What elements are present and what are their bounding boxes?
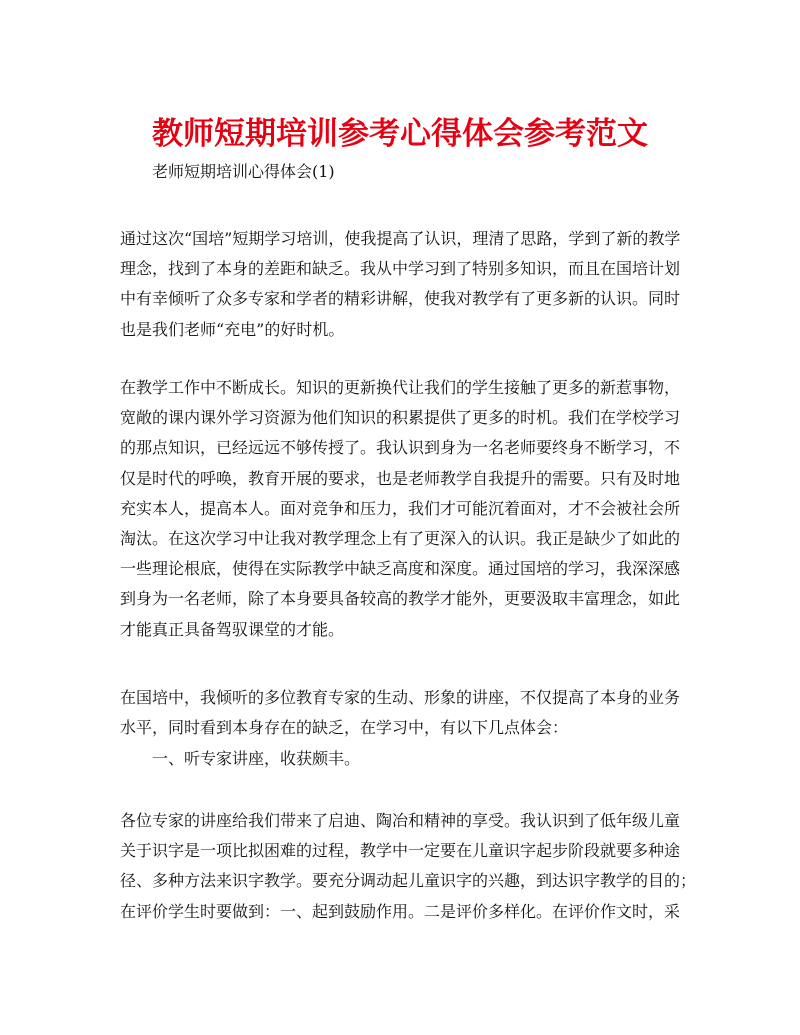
paragraph-line: 也是我们老师“充电”的好时机。 — [120, 319, 345, 339]
section-heading: 一、听专家讲座，收获颇丰。 — [152, 749, 361, 768]
paragraph-line: 在评价学生时要做到：一、起到鼓励作用。二是评价多样化。在评价作文时，采 — [120, 901, 681, 921]
paragraph-line: 才能真正具备驾驭课堂的才能。 — [120, 619, 345, 639]
paragraph-line: 径、多种方法来识字教学。要充分调动起儿童识字的兴趣，到达识字教学的目的； — [120, 871, 697, 891]
document-title: 教师短期培训参考心得体会参考范文 — [152, 116, 648, 152]
paragraph-line: 在教学工作中不断成长。知识的更新换代让我们的学生接触了更多的新惹事物， — [120, 378, 681, 397]
paragraph-line: 理念，找到了本身的差距和缺乏。我从中学习到了特别多知识，而且在国培计划 — [120, 259, 681, 279]
paragraph-line: 在国培中，我倾听的多位教育专家的生动、形象的讲座，不仅提高了本身的业务 — [120, 688, 681, 707]
paragraph-line: 水平，同时看到本身存在的缺乏，在学习中，有以下几点体会： — [120, 718, 569, 738]
paragraph-line: 一些理论根底，使得在实际教学中缺乏高度和深度。通过国培的学习，我深深感 — [120, 559, 681, 579]
paragraph-line: 充实本人，提高本人。面对竞争和压力，我们才可能沉着面对，才不会被社会所 — [120, 498, 681, 518]
paragraph-line: 中有幸倾听了众多专家和学者的精彩讲解，使我对教学有了更多新的认识。同时 — [120, 289, 681, 309]
paragraph-line: 宽敞的课内课外学习资源为他们知识的积累提供了更多的时机。我们在学校学习 — [120, 408, 681, 428]
paragraph-line: 仅是时代的呼唤，教育开展的要求，也是老师教学自我提升的需要。只有及时地 — [120, 468, 681, 488]
paragraph-line: 淘汰。在这次学习中让我对教学理念上有了更深入的认识。我正是缺少了如此的 — [120, 529, 681, 549]
document-subtitle: 老师短期培训心得体会(1) — [152, 162, 335, 181]
paragraph-line: 的那点知识，已经远远不够传授了。我认识到身为一名老师要终身不断学习，不 — [120, 438, 681, 458]
paragraph-line: 到身为一名老师，除了本身要具备较高的教学才能外，更要汲取丰富理念，如此 — [120, 589, 681, 609]
paragraph-4 — [120, 806, 697, 927]
paragraph-line: 关于识字是一项比拟困难的过程，教学中一定要在儿童识字起步阶段就要多种途 — [120, 841, 681, 861]
paragraph-line: 各位专家的讲座给我们带来了启迪、陶冶和精神的享受。我认识到了低年级儿童 — [120, 811, 681, 830]
paragraph-2 — [120, 373, 680, 645]
paragraph-3 — [120, 683, 680, 743]
paragraph-line: 通过这次“国培”短期学习培训，使我提高了认识，理清了思路，学到了新的教学 — [120, 229, 681, 248]
paragraph-1 — [120, 224, 680, 345]
